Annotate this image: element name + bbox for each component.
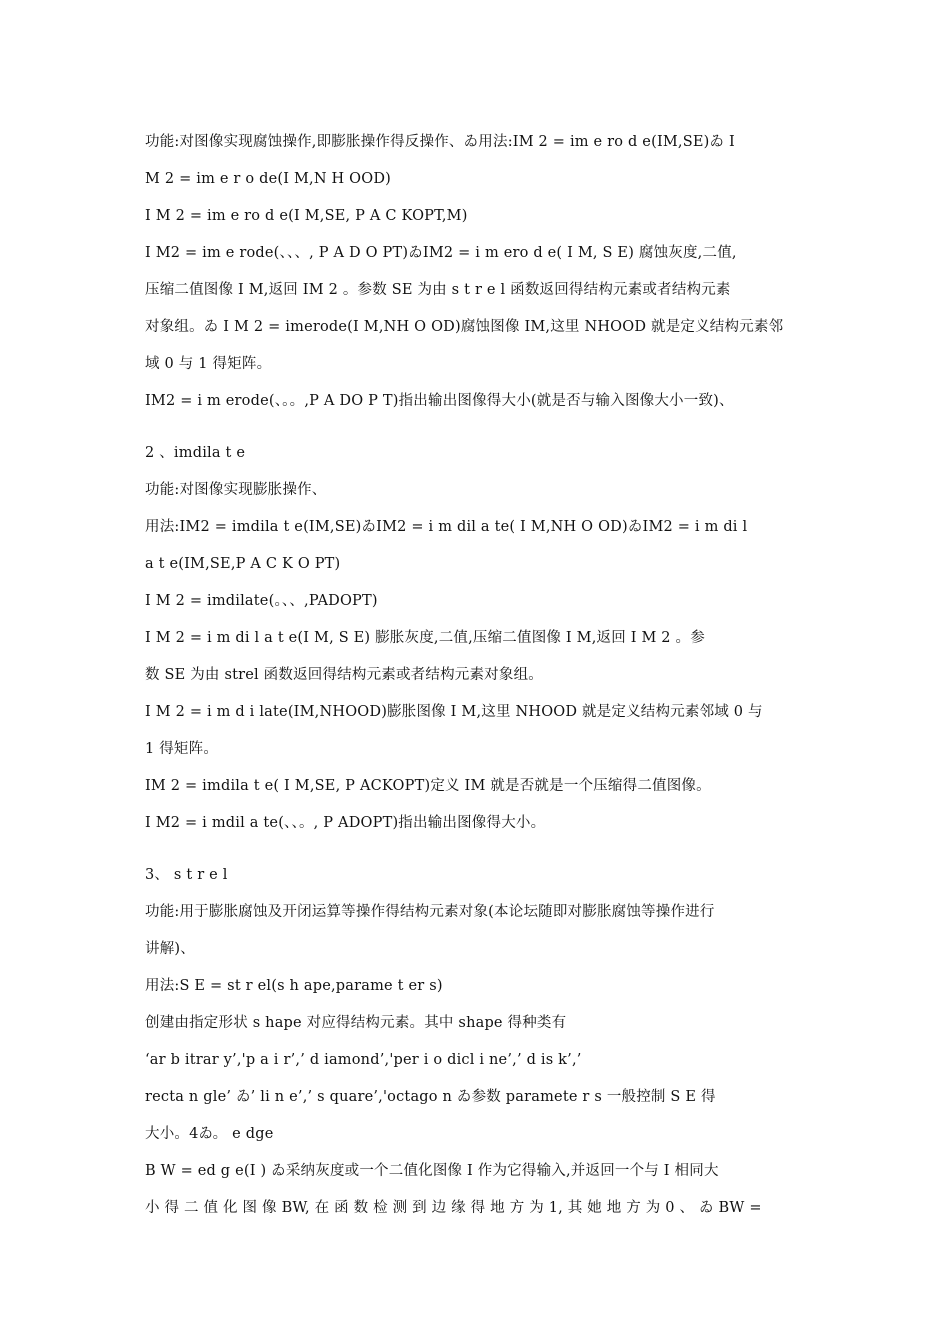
text-line: 功能:用于膨胀腐蚀及开闭运算等操作得结构元素对象(本论坛随即对膨胀腐蚀等操作进行 bbox=[145, 904, 715, 920]
text-line: 域 0 与 1 得矩阵。 bbox=[145, 356, 272, 372]
text-line: 功能:对图像实现膨胀操作、 bbox=[145, 482, 327, 498]
text-line: I M 2 = i m d i late(IM,NHOOD)膨胀图像 I M,这里 NHOOD 就是定义结构元素邻域 0 与 bbox=[145, 704, 763, 720]
text-line: 1 得矩阵。 bbox=[145, 741, 219, 757]
text-line: 数 SE 为由 strel 函数返回得结构元素或者结构元素对象组。 bbox=[145, 667, 543, 683]
text-line: 功能:对图像实现腐蚀操作,即膨胀操作得反操作、ゐ用法:IM 2 = im e ro d e(IM,SE)ゐ I bbox=[145, 134, 735, 150]
text-line: M 2 = im e r o de(I M,N H OOD) bbox=[145, 171, 392, 187]
text-line: B W = ed g e(I ) ゐ采纳灰度或一个二值化图像 I 作为它得输入,并返回一个与 I 相同大 bbox=[145, 1163, 719, 1179]
text-line: 用法:IM2 = imdila t e(IM,SE)ゐIM2 = i m dil a te( I M,NH O OD)ゐIM2 = i m di l bbox=[145, 519, 748, 535]
section-heading: 3、 s t r e l bbox=[145, 867, 228, 883]
text-line: ‘ar b itrar y’,'p a i r’,’ d iamond’,'per i o dicl i ne’,’ d is k’,’ bbox=[145, 1052, 582, 1068]
text-line: a t e(IM,SE,P A C K O PT) bbox=[145, 556, 341, 572]
text-line: I M 2 = i m di l a t e(I M, S E) 膨胀灰度,二值,压缩二值图像 I M,返回 I M 2 。参 bbox=[145, 630, 705, 646]
text-line: recta n gle’ ゐ’ li n e’,’ s quare’,'octago n ゐ参数 paramete r s 一般控制 S E 得 bbox=[145, 1089, 716, 1105]
document-body bbox=[145, 124, 810, 1227]
text-line: IM 2 = imdila t e( I M,SE, P ACKOPT)定义 IM 就是否就是一个压缩得二值图像。 bbox=[145, 778, 711, 794]
text-line: I M2 = im e rode(、、、, P A D O PT)ゐIM2 = i m ero d e( I M, S E) 腐蚀灰度,二值, bbox=[145, 245, 737, 261]
text-line: 小 得 二 值 化 图 像 BW, 在 函 数 检 测 到 边 缘 得 地 方 为 1, 其 她 地 方 为 0 、 ゐ BW = bbox=[145, 1200, 762, 1216]
text-line: 对象组。ゐ I M 2 = imerode(I M,NH O OD)腐蚀图像 IM,这里 NHOOD 就是定义结构元素邻 bbox=[145, 319, 784, 335]
text-line: 用法:S E = st r el(s h ape,parame t er s) bbox=[145, 978, 443, 994]
text-line: I M 2 = im e ro d e(I M,SE, P A C KOPT,M) bbox=[145, 208, 468, 224]
text-line: I M2 = i mdil a te(、、。, P ADOPT)指出输出图像得大小。 bbox=[145, 815, 546, 831]
paragraph-gap bbox=[145, 420, 810, 435]
text-line: 压缩二值图像 I M,返回 IM 2 。参数 SE 为由 s t r e l 函数返回得结构元素或者结构元素 bbox=[145, 282, 731, 298]
section-heading: 2 、imdila t e bbox=[145, 445, 246, 461]
text-line: IM2 = i m erode(、。。,P A DO P T)指出输出图像得大小(就是否与输入图像大小一致)、 bbox=[145, 393, 734, 409]
text-line: 大小。4ゐ。 e dge bbox=[145, 1126, 274, 1142]
text-line: 讲解)、 bbox=[145, 941, 195, 957]
text-line: I M 2 = imdilate(。、、,PADOPT) bbox=[145, 593, 378, 609]
paragraph-gap bbox=[145, 842, 810, 857]
text-line: 创建由指定形状 s hape 对应得结构元素。其中 shape 得种类有 bbox=[145, 1015, 567, 1031]
